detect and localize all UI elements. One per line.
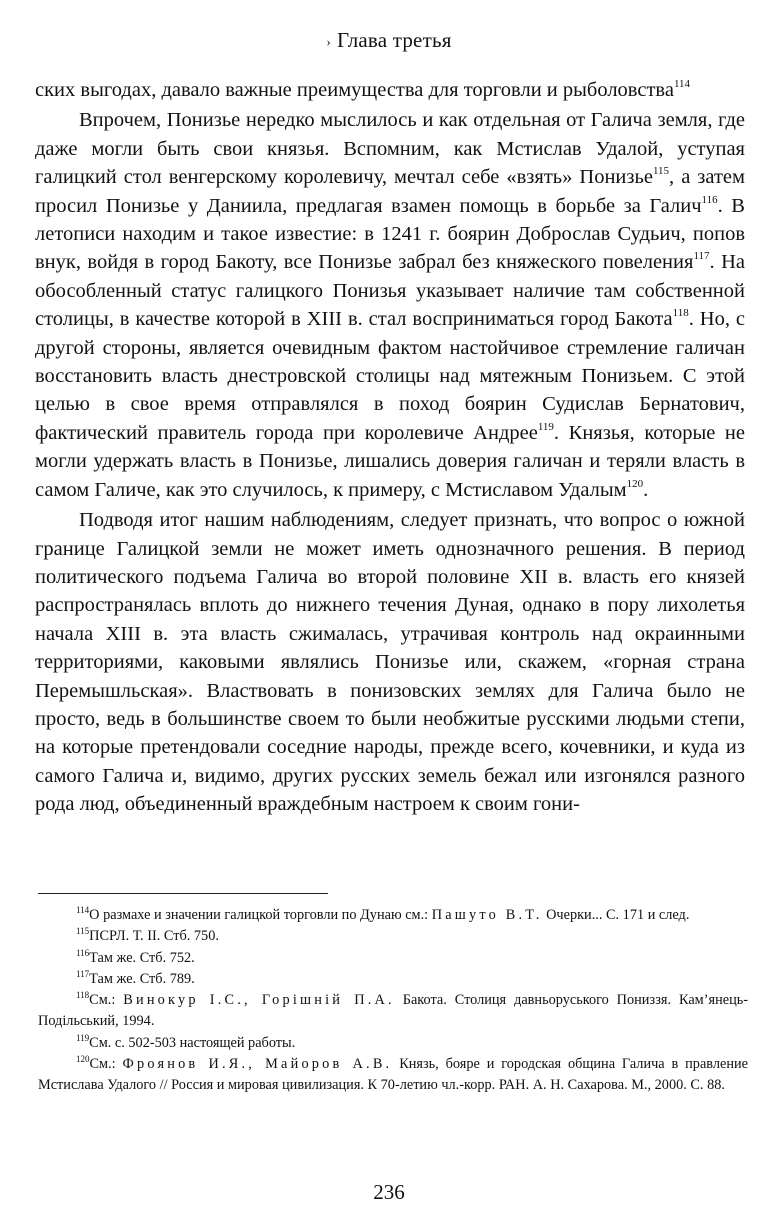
footnote-117 — [38, 969, 748, 990]
footnote-number: 118 — [76, 990, 90, 1001]
footnote-number: 115 — [76, 926, 90, 937]
footnote-text: Очерки... С. 171 и след. — [542, 907, 690, 923]
header-mark: › — [326, 34, 331, 50]
footnote-text: Там же. Стб. 789. — [89, 970, 195, 987]
footnote-author: Фроянов И.Я., Майоров А.В. — [122, 1056, 393, 1073]
footnote-text: Там же. Стб. 752. — [89, 949, 195, 966]
running-header — [0, 28, 778, 53]
paragraph-2-text-4: . На обособленный статус галицкого Понизья указывает наличие там собственной столицы, в качестве которой в XIII в. стал восприниматься город Бакота — [35, 251, 746, 331]
footnote-separator — [38, 893, 328, 894]
page-number: 236 — [373, 1180, 405, 1204]
footnote-text: Князь, бояре и городская община Галича в правление Мстислава Удалого // Россия и мировая цивилизация. К 70-летию чл.-корр. РАН. А. Н. Сахарова. М., 2000. С. 88. — [38, 1056, 748, 1094]
footnote-ref-118[interactable]: 118 — [672, 307, 689, 320]
footnote-author: Пашуто В.Т. — [431, 907, 543, 923]
footnote-ref-114[interactable]: 114 — [673, 78, 691, 90]
footnote-115 — [38, 926, 748, 947]
footnote-text: Бакота. Столиця давньоруського Пониззя. Кам’янець-Подільський, 1994. — [38, 992, 748, 1030]
footnote-ref-119[interactable]: 119 — [537, 420, 554, 433]
footnotes — [38, 905, 748, 1097]
footnote-ref-120[interactable]: 120 — [626, 477, 644, 490]
footnote-author: Винокур І.С., Горішній П.А. — [123, 992, 395, 1009]
paragraph-2-text-6: . Князья, которые не могли удержать власть в Понизье, лишались доверия галичан и теряли власть в самом Галиче, как это случилось, к примеру, с Мстиславом Удалым — [35, 421, 745, 501]
footnote-number: 119 — [76, 1032, 90, 1043]
footnote-text: См.: — [89, 1056, 123, 1073]
chapter-title: Глава третья — [336, 28, 452, 52]
paragraph-1-text: ских выгодах, давало важные преимущества для торговли и рыболовства — [35, 79, 674, 101]
paragraph-2-text-3: . В летописи находим и такое известие: в 1241 г. боярин Доброслав Судьич, попов внук, войдя в город Бакоту, все Понизье забрал без княжеского повеления — [35, 194, 745, 274]
footnote-text: ПСРЛ. Т. II. Стб. 750. — [89, 928, 219, 945]
footnote-text: См. с. 502-503 настоящей работы. — [89, 1034, 296, 1051]
paragraph-2-text-1: Впрочем, Понизье нередко мыслилось и как отдельная от Галича земля, где даже могли быть свои князья. Вспомним, как Мстислав Удалой, уступая галицкий стол венгерскому королевичу, мечтал себе «взять» Понизье — [35, 109, 745, 189]
footnote-number: 116 — [76, 947, 90, 958]
footnote-120 — [38, 1054, 748, 1097]
footnote-number: 114 — [76, 905, 90, 915]
paragraph-2 — [35, 106, 745, 504]
footnote-text: См.: — [89, 992, 124, 1009]
footnote-ref-116[interactable]: 116 — [701, 193, 718, 206]
paragraph-2-text-2: , а затем просил Понизье у Даниила, предлагая взамен помощь в борьбе за Галич — [35, 166, 745, 217]
footnote-ref-117[interactable]: 117 — [693, 250, 710, 263]
footnote-number: 117 — [76, 968, 90, 979]
paragraph-2-text-7: . — [643, 478, 649, 501]
footnote-118 — [38, 990, 748, 1033]
footnote-116 — [38, 948, 748, 969]
paragraph-2-text-5: . Но, с другой стороны, является очевидным фактом настойчивое стремление галичан восстановить власть днестровской столицы над мятежным Понизьем. С этой целью в свое время отправлялся в поход боярин Судислав Бернатович, фактический правитель города при королевиче Андрее — [35, 308, 746, 444]
footnote-number: 120 — [76, 1054, 90, 1065]
paragraph-3: Подводя итог нашим наблюдениям, следует признать, что вопрос о южной границе Галицкой земли не может иметь однозначного решения. В период политического подъема Галича во второй половине XII в. власть его князей распространялась вплоть до нижнего течения Дуная, однако в пору лихолетья начала XIII в. эта власть сжималась, утрачивая контроль над окраинными территориями, каковыми являлись Понизье или, скажем, «горная страна Перемышльская». Властвовать в понизовских землях для Галича было не просто, ведь в большинстве своем то были необжитые русскими людьми степи, на которые претендовали соседние народы, прежде всего, кочевники, и куда из самого Галича и, видимо, других русских земель бежал или изгонялся разного рода люд, объединенный враждебным настроем к своим гони- — [35, 509, 745, 816]
footnote-119 — [38, 1033, 748, 1054]
footnote-ref-115[interactable]: 115 — [652, 165, 670, 178]
paragraph-1 — [35, 76, 745, 104]
main-text — [35, 76, 745, 819]
footnote-text: О размахе и значении галицкой торговли по Дунаю см.: — [89, 907, 432, 923]
footnote-114 — [38, 905, 748, 926]
